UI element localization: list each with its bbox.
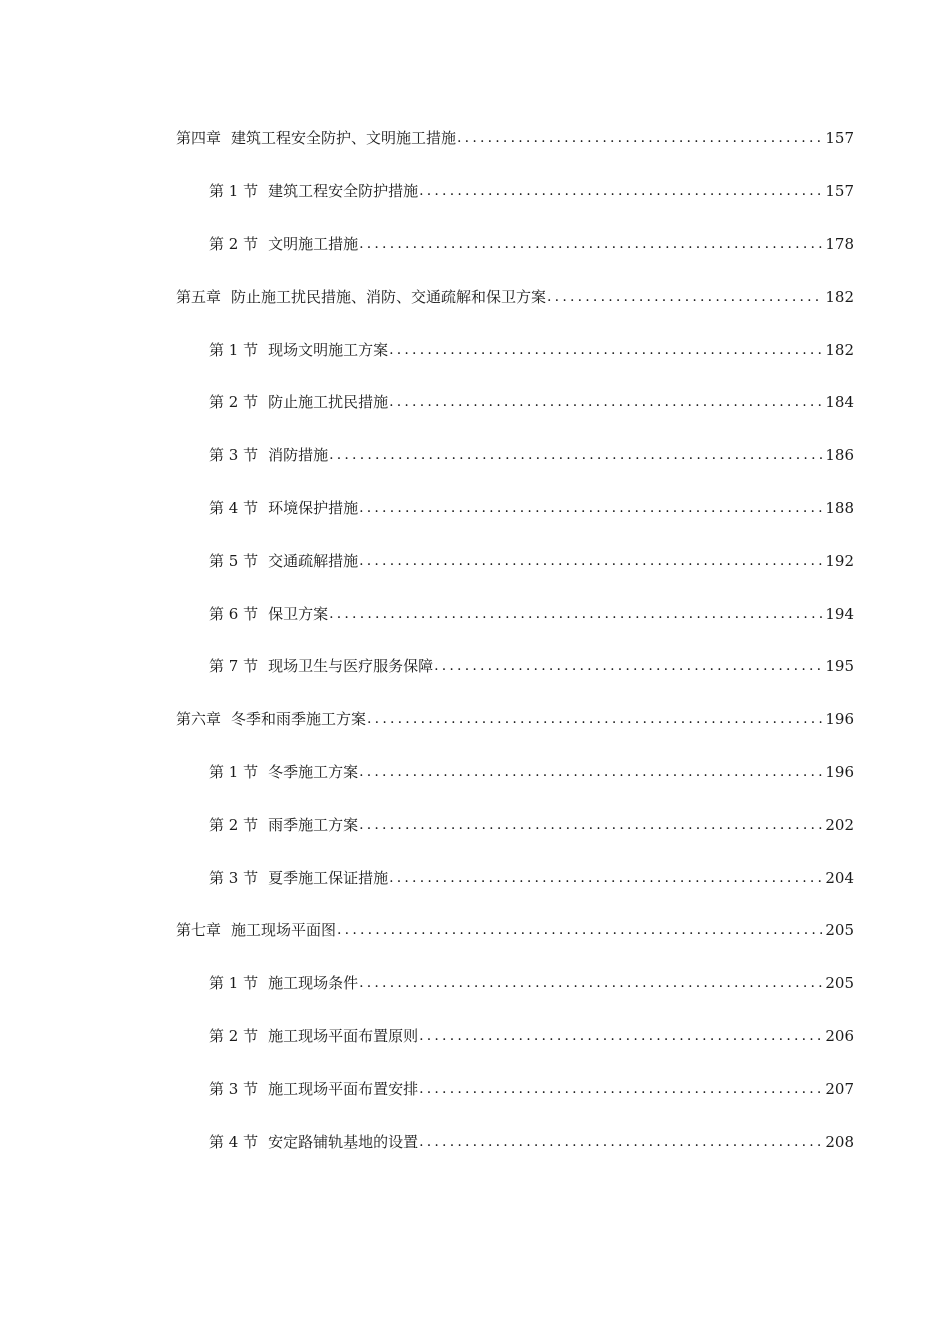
toc-entry-title: 现场文明施工方案 (268, 340, 389, 359)
toc-page-number: 178 (825, 234, 854, 253)
toc-section-entry[interactable] (0, 798, 950, 851)
toc-dot-leader (359, 973, 822, 993)
toc-entry-label: 第七章 (176, 921, 222, 940)
toc-entry-title: 安定路铺轨基地的设置 (268, 1132, 419, 1151)
toc-entry-text (209, 604, 824, 624)
toc-dot-leader (457, 128, 822, 148)
toc-dot-leader (359, 815, 822, 835)
toc-entry-title: 现场卫生与医疗服务保障 (268, 657, 434, 676)
toc-section-entry[interactable] (0, 587, 950, 640)
toc-entry-title: 防止施工扰民措施、消防、交通疏解和保卫方案 (231, 287, 547, 306)
toc-section-entry[interactable] (0, 640, 950, 693)
toc-page-number: 182 (825, 340, 854, 359)
toc-entry-text (209, 868, 824, 888)
toc-page-number: 157 (825, 182, 854, 201)
toc-entry-title: 雨季施工方案 (268, 815, 359, 834)
toc-section-entry[interactable] (0, 482, 950, 535)
toc-page-number: 192 (825, 551, 854, 570)
toc-page-number: 202 (825, 815, 854, 834)
toc-entry-text (176, 287, 824, 307)
toc-entry-label: 第 4 节 (209, 1132, 259, 1151)
toc-section-entry[interactable] (0, 376, 950, 429)
toc-entry-text (209, 973, 824, 993)
toc-dot-leader (389, 340, 822, 360)
toc-page-number: 194 (825, 604, 854, 623)
toc-chapter-entry[interactable] (0, 693, 950, 746)
toc-entry-text (209, 551, 824, 571)
toc-entry-text (209, 1079, 824, 1099)
toc-dot-leader (329, 445, 822, 465)
toc-entry-text (176, 128, 824, 148)
toc-entry-text (209, 656, 824, 676)
toc-dot-leader (419, 1132, 822, 1152)
toc-page-number: 205 (825, 974, 854, 993)
toc-entry-title: 施工现场平面图 (231, 921, 337, 940)
toc-entry-text (209, 234, 824, 254)
table-of-contents (0, 112, 950, 1168)
toc-page-number: 196 (825, 710, 854, 729)
toc-entry-text (209, 181, 824, 201)
toc-page-number: 188 (825, 498, 854, 517)
toc-dot-leader (419, 1026, 822, 1046)
toc-entry-label: 第 3 节 (209, 868, 259, 887)
toc-entry-title: 环境保护措施 (268, 498, 359, 517)
toc-entry-label: 第 4 节 (209, 498, 259, 517)
toc-page-number: 184 (825, 393, 854, 412)
toc-section-entry[interactable] (0, 323, 950, 376)
toc-entry-label: 第 1 节 (209, 340, 259, 359)
toc-entry-title: 冬季施工方案 (268, 762, 359, 781)
toc-page-number: 205 (825, 921, 854, 940)
toc-section-entry[interactable] (0, 1062, 950, 1115)
toc-entry-title: 交通疏解措施 (268, 551, 359, 570)
toc-entry-text (209, 445, 824, 465)
toc-page-number: 207 (825, 1079, 854, 1098)
toc-page-number: 208 (825, 1132, 854, 1151)
toc-section-entry[interactable] (0, 851, 950, 904)
toc-entry-title: 防止施工扰民措施 (268, 393, 389, 412)
toc-entry-label: 第 1 节 (209, 182, 259, 201)
toc-section-entry[interactable] (0, 1115, 950, 1168)
toc-entry-label: 第 1 节 (209, 762, 259, 781)
toc-entry-label: 第四章 (176, 129, 222, 148)
toc-entry-label: 第 6 节 (209, 604, 259, 623)
toc-section-entry[interactable] (0, 165, 950, 218)
toc-entry-text (209, 1026, 824, 1046)
toc-chapter-entry[interactable] (0, 270, 950, 323)
toc-dot-leader (367, 709, 822, 729)
toc-entry-title: 建筑工程安全防护措施 (268, 182, 419, 201)
toc-entry-label: 第 2 节 (209, 393, 259, 412)
toc-page-number: 182 (825, 287, 854, 306)
toc-entry-label: 第 1 节 (209, 974, 259, 993)
toc-dot-leader (359, 498, 822, 518)
toc-entry-text (209, 498, 824, 518)
toc-section-entry[interactable] (0, 1010, 950, 1063)
toc-entry-text (209, 1132, 824, 1152)
toc-entry-label: 第 3 节 (209, 446, 259, 465)
toc-entry-title: 施工现场平面布置原则 (268, 1026, 419, 1045)
toc-entry-title: 文明施工措施 (268, 234, 359, 253)
toc-entry-text (209, 392, 824, 412)
toc-page-number: 196 (825, 762, 854, 781)
toc-page-number: 157 (825, 129, 854, 148)
toc-section-entry[interactable] (0, 957, 950, 1010)
toc-entry-label: 第 5 节 (209, 551, 259, 570)
toc-entry-title: 施工现场平面布置安排 (268, 1079, 419, 1098)
toc-entry-label: 第 2 节 (209, 815, 259, 834)
toc-dot-leader (359, 762, 822, 782)
toc-section-entry[interactable] (0, 429, 950, 482)
toc-entry-title: 施工现场条件 (268, 974, 359, 993)
toc-page-number: 204 (825, 868, 854, 887)
toc-dot-leader (547, 287, 822, 307)
toc-entry-text (209, 340, 824, 360)
toc-entry-title: 冬季和雨季施工方案 (231, 710, 367, 729)
toc-entry-title: 保卫方案 (268, 604, 329, 623)
toc-entry-title: 消防措施 (268, 446, 329, 465)
toc-entry-text (209, 762, 824, 782)
toc-dot-leader (389, 868, 822, 888)
toc-section-entry[interactable] (0, 534, 950, 587)
toc-dot-leader (337, 920, 822, 940)
toc-dot-leader (389, 392, 822, 412)
toc-entry-text (209, 815, 824, 835)
toc-dot-leader (359, 551, 822, 571)
toc-entry-text (176, 709, 824, 729)
toc-page-number: 206 (825, 1026, 854, 1045)
toc-chapter-entry[interactable] (0, 904, 950, 957)
toc-entry-label: 第 2 节 (209, 1026, 259, 1045)
toc-dot-leader (419, 1079, 822, 1099)
toc-entry-label: 第五章 (176, 287, 222, 306)
toc-section-entry[interactable] (0, 746, 950, 799)
toc-entry-title: 夏季施工保证措施 (268, 868, 389, 887)
toc-entry-label: 第六章 (176, 710, 222, 729)
toc-entry-label: 第 3 节 (209, 1079, 259, 1098)
toc-chapter-entry[interactable] (0, 112, 950, 165)
toc-dot-leader (329, 604, 822, 624)
toc-dot-leader (434, 656, 822, 676)
toc-entry-label: 第 2 节 (209, 234, 259, 253)
toc-dot-leader (359, 234, 822, 254)
toc-entry-label: 第 7 节 (209, 657, 259, 676)
toc-page-number: 195 (825, 657, 854, 676)
toc-page-number: 186 (825, 446, 854, 465)
toc-section-entry[interactable] (0, 218, 950, 271)
toc-dot-leader (419, 181, 822, 201)
toc-entry-title: 建筑工程安全防护、文明施工措施 (231, 129, 457, 148)
toc-entry-text (176, 920, 824, 940)
